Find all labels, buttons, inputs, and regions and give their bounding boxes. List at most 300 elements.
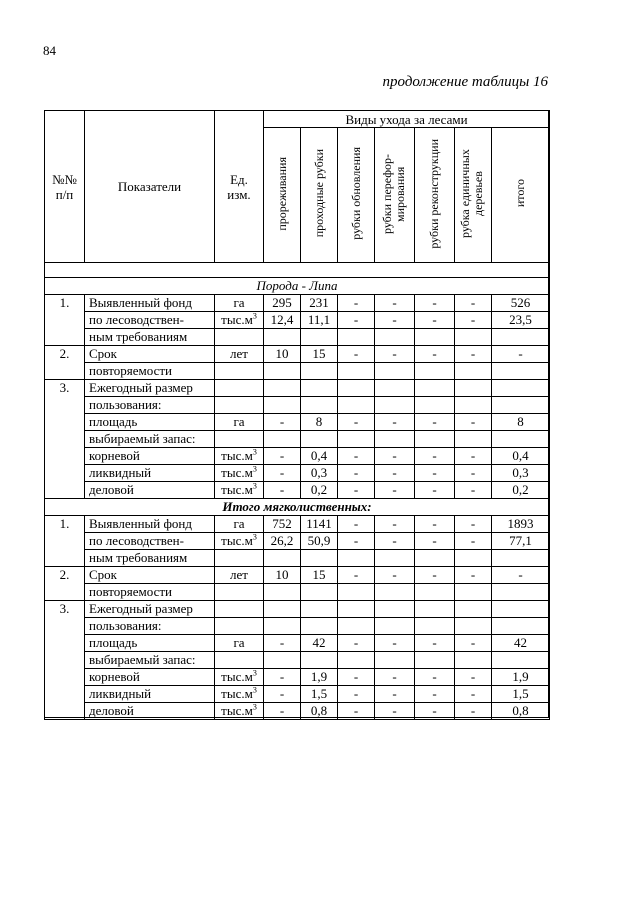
- table-row: [45, 448, 550, 465]
- unit-text: лет: [230, 567, 248, 582]
- value-cell: [455, 431, 492, 448]
- value-cell: [264, 431, 301, 448]
- value-cell: 1,9: [492, 669, 550, 686]
- value-cell: [415, 601, 455, 618]
- value-cell: [492, 550, 550, 567]
- value-cell: -: [415, 669, 455, 686]
- row-unit: [215, 567, 264, 584]
- value-cell: 0,3: [301, 465, 338, 482]
- value-cell: [301, 380, 338, 397]
- row-label: площадь: [85, 414, 215, 431]
- value-cell: [492, 431, 550, 448]
- value-cell: [338, 431, 375, 448]
- row-unit: [215, 295, 264, 312]
- unit-superscript: 3: [252, 668, 257, 678]
- value-cell: [492, 329, 550, 346]
- value-cell: [415, 363, 455, 380]
- row-number: 3.: [45, 380, 85, 397]
- value-cell: 77,1: [492, 533, 550, 550]
- row-label: корневой: [85, 669, 215, 686]
- row-label: Срок: [85, 567, 215, 584]
- value-cell: -: [455, 482, 492, 499]
- row-label: пользования:: [85, 397, 215, 414]
- value-cell: 231: [301, 295, 338, 312]
- row-unit: [215, 635, 264, 652]
- row-unit: [215, 669, 264, 686]
- unit-text: тыс.м: [221, 448, 253, 463]
- table-row: [45, 414, 550, 431]
- header-row-group: [45, 111, 550, 128]
- value-cell: [338, 618, 375, 635]
- value-cell: -: [415, 448, 455, 465]
- table-row: [45, 584, 550, 601]
- row-label: Ежегодный размер: [85, 380, 215, 397]
- value-cell: 10: [264, 567, 301, 584]
- row-number: [45, 635, 85, 652]
- value-cell: -: [415, 312, 455, 329]
- table-row: [45, 380, 550, 397]
- value-cell: [264, 550, 301, 567]
- unit-superscript: 3: [252, 685, 257, 695]
- row-number: [45, 652, 85, 669]
- value-cell: [455, 652, 492, 669]
- row-unit: [215, 363, 264, 380]
- value-cell: -: [264, 635, 301, 652]
- table-row: [45, 686, 550, 703]
- value-cell: -: [455, 448, 492, 465]
- value-cell: -: [455, 295, 492, 312]
- unit-superscript: 3: [252, 464, 257, 474]
- row-number: [45, 482, 85, 499]
- table-row: [45, 618, 550, 635]
- value-cell: [415, 584, 455, 601]
- value-cell: [455, 618, 492, 635]
- unit-text: тыс.м: [221, 703, 253, 718]
- value-cell: -: [264, 669, 301, 686]
- value-cell: -: [455, 312, 492, 329]
- value-cell: 1,5: [301, 686, 338, 703]
- row-unit: [215, 703, 264, 720]
- value-cell: -: [338, 312, 375, 329]
- value-cell: [338, 380, 375, 397]
- value-cell: -: [375, 312, 415, 329]
- value-cell: -: [415, 516, 455, 533]
- value-cell: -: [338, 686, 375, 703]
- row-number: [45, 414, 85, 431]
- header-col: прореживания: [264, 128, 301, 263]
- row-number: [45, 669, 85, 686]
- row-label: Выявленный фонд: [85, 295, 215, 312]
- unit-text: лет: [230, 346, 248, 361]
- row-number: [45, 686, 85, 703]
- row-unit: [215, 516, 264, 533]
- value-cell: -: [375, 465, 415, 482]
- value-cell: -: [375, 567, 415, 584]
- row-unit: [215, 465, 264, 482]
- row-label: по лесоводствен-: [85, 533, 215, 550]
- value-cell: -: [264, 482, 301, 499]
- value-cell: [338, 397, 375, 414]
- row-number: 2.: [45, 346, 85, 363]
- value-cell: 10: [264, 346, 301, 363]
- value-cell: -: [375, 635, 415, 652]
- table-row: [45, 482, 550, 499]
- row-label: ным требованиям: [85, 329, 215, 346]
- value-cell: [264, 618, 301, 635]
- value-cell: 23,5: [492, 312, 550, 329]
- header-col: рубки обновления: [338, 128, 375, 263]
- row-unit: [215, 312, 264, 329]
- table-row: [45, 550, 550, 567]
- row-unit: [215, 550, 264, 567]
- value-cell: [415, 550, 455, 567]
- value-cell: [492, 380, 550, 397]
- value-cell: [415, 397, 455, 414]
- value-cell: -: [375, 669, 415, 686]
- row-number: [45, 584, 85, 601]
- value-cell: 1141: [301, 516, 338, 533]
- row-unit: [215, 482, 264, 499]
- row-number: [45, 397, 85, 414]
- section-title: Порода - Липа: [45, 278, 550, 295]
- value-cell: -: [455, 635, 492, 652]
- value-cell: -: [264, 414, 301, 431]
- value-cell: [415, 431, 455, 448]
- value-cell: [375, 652, 415, 669]
- header-group: Виды ухода за лесами: [264, 111, 550, 128]
- value-cell: 0,2: [301, 482, 338, 499]
- value-cell: [375, 329, 415, 346]
- value-cell: 15: [301, 567, 338, 584]
- value-cell: [264, 652, 301, 669]
- row-number: [45, 465, 85, 482]
- value-cell: [264, 329, 301, 346]
- row-number: [45, 329, 85, 346]
- unit-text: га: [233, 516, 245, 531]
- value-cell: -: [338, 465, 375, 482]
- value-cell: 11,1: [301, 312, 338, 329]
- value-cell: -: [455, 465, 492, 482]
- row-label: Выявленный фонд: [85, 516, 215, 533]
- row-number: [45, 550, 85, 567]
- header-col: рубки перефор-мирования: [375, 128, 415, 263]
- value-cell: 15: [301, 346, 338, 363]
- row-unit: [215, 533, 264, 550]
- section-title-row: [45, 499, 550, 516]
- value-cell: -: [375, 533, 415, 550]
- row-unit: [215, 618, 264, 635]
- value-cell: [301, 363, 338, 380]
- value-cell: -: [415, 482, 455, 499]
- table-caption: продолжение таблицы 16: [382, 74, 548, 90]
- row-unit: [215, 397, 264, 414]
- value-cell: -: [415, 533, 455, 550]
- value-cell: [264, 584, 301, 601]
- table-row: [45, 652, 550, 669]
- value-cell: [338, 329, 375, 346]
- value-cell: -: [338, 669, 375, 686]
- value-cell: -: [338, 567, 375, 584]
- unit-superscript: 3: [252, 481, 257, 491]
- value-cell: -: [415, 295, 455, 312]
- row-unit: [215, 686, 264, 703]
- value-cell: [375, 431, 415, 448]
- value-cell: -: [338, 482, 375, 499]
- value-cell: [492, 397, 550, 414]
- unit-text: тыс.м: [221, 669, 253, 684]
- value-cell: [375, 363, 415, 380]
- value-cell: [455, 380, 492, 397]
- value-cell: [415, 618, 455, 635]
- unit-text: га: [233, 414, 245, 429]
- value-cell: [492, 601, 550, 618]
- value-cell: [375, 380, 415, 397]
- row-unit: [215, 329, 264, 346]
- header-col: проходные рубки: [301, 128, 338, 263]
- value-cell: [264, 601, 301, 618]
- value-cell: -: [455, 567, 492, 584]
- unit-text: тыс.м: [221, 533, 253, 548]
- value-cell: [415, 329, 455, 346]
- header-num: №№ п/п: [45, 111, 85, 263]
- data-table: [44, 110, 550, 720]
- unit-text: га: [233, 635, 245, 650]
- row-unit: [215, 601, 264, 618]
- value-cell: [375, 584, 415, 601]
- value-cell: [301, 397, 338, 414]
- row-label: повторяемости: [85, 363, 215, 380]
- row-label: ликвидный: [85, 465, 215, 482]
- row-label: Срок: [85, 346, 215, 363]
- value-cell: -: [415, 414, 455, 431]
- row-number: [45, 703, 85, 720]
- value-cell: [455, 601, 492, 618]
- value-cell: [415, 380, 455, 397]
- row-unit: [215, 584, 264, 601]
- value-cell: 0,8: [301, 703, 338, 720]
- value-cell: [264, 380, 301, 397]
- table-row: [45, 363, 550, 380]
- row-unit: [215, 346, 264, 363]
- value-cell: [338, 363, 375, 380]
- value-cell: [301, 601, 338, 618]
- value-cell: -: [455, 703, 492, 720]
- row-label: ным требованиям: [85, 550, 215, 567]
- row-number: [45, 431, 85, 448]
- value-cell: [492, 652, 550, 669]
- value-cell: -: [264, 686, 301, 703]
- value-cell: -: [415, 567, 455, 584]
- row-label: выбираемый запас:: [85, 652, 215, 669]
- value-cell: 0,4: [301, 448, 338, 465]
- value-cell: [264, 363, 301, 380]
- value-cell: [301, 431, 338, 448]
- value-cell: 0,8: [492, 703, 550, 720]
- row-number: 3.: [45, 601, 85, 618]
- row-unit: [215, 448, 264, 465]
- value-cell: 8: [492, 414, 550, 431]
- value-cell: 42: [301, 635, 338, 652]
- row-number: [45, 618, 85, 635]
- value-cell: -: [455, 346, 492, 363]
- header-unit: Ед. изм.: [215, 111, 264, 263]
- value-cell: [375, 397, 415, 414]
- value-cell: [455, 397, 492, 414]
- row-label: пользования:: [85, 618, 215, 635]
- value-cell: [492, 618, 550, 635]
- value-cell: 50,9: [301, 533, 338, 550]
- value-cell: [455, 550, 492, 567]
- unit-text: тыс.м: [221, 465, 253, 480]
- value-cell: -: [415, 635, 455, 652]
- unit-text: тыс.м: [221, 482, 253, 497]
- value-cell: -: [338, 533, 375, 550]
- value-cell: -: [455, 414, 492, 431]
- value-cell: 26,2: [264, 533, 301, 550]
- value-cell: -: [264, 465, 301, 482]
- value-cell: 295: [264, 295, 301, 312]
- value-cell: [415, 652, 455, 669]
- value-cell: -: [455, 686, 492, 703]
- value-cell: [375, 618, 415, 635]
- row-unit: [215, 431, 264, 448]
- value-cell: -: [375, 414, 415, 431]
- value-cell: 1893: [492, 516, 550, 533]
- value-cell: -: [415, 703, 455, 720]
- value-cell: 0,2: [492, 482, 550, 499]
- value-cell: -: [455, 533, 492, 550]
- row-label: ликвидный: [85, 686, 215, 703]
- unit-superscript: 3: [252, 447, 257, 457]
- value-cell: -: [338, 448, 375, 465]
- row-unit: [215, 380, 264, 397]
- row-number: 2.: [45, 567, 85, 584]
- unit-text: тыс.м: [221, 312, 253, 327]
- header-indicator: Показатели: [85, 111, 215, 263]
- value-cell: -: [264, 448, 301, 465]
- value-cell: [455, 329, 492, 346]
- value-cell: 0,4: [492, 448, 550, 465]
- row-label: по лесоводствен-: [85, 312, 215, 329]
- value-cell: 526: [492, 295, 550, 312]
- value-cell: -: [375, 448, 415, 465]
- value-cell: [492, 584, 550, 601]
- table-row: [45, 601, 550, 618]
- value-cell: -: [375, 686, 415, 703]
- header-col: рубка единичных деревьев: [455, 128, 492, 263]
- value-cell: -: [375, 482, 415, 499]
- row-unit: [215, 414, 264, 431]
- value-cell: -: [375, 295, 415, 312]
- value-cell: [301, 329, 338, 346]
- value-cell: -: [338, 414, 375, 431]
- value-cell: [455, 584, 492, 601]
- value-cell: -: [415, 346, 455, 363]
- value-cell: [375, 550, 415, 567]
- value-cell: [264, 397, 301, 414]
- row-label: деловой: [85, 482, 215, 499]
- value-cell: -: [415, 686, 455, 703]
- value-cell: -: [338, 516, 375, 533]
- table-row: [45, 635, 550, 652]
- table-row: [45, 329, 550, 346]
- value-cell: [338, 652, 375, 669]
- value-cell: [301, 652, 338, 669]
- value-cell: 1,5: [492, 686, 550, 703]
- table-row: [45, 312, 550, 329]
- section-title: Итого мягколиственных:: [45, 499, 550, 516]
- row-number: [45, 533, 85, 550]
- table-row: [45, 295, 550, 312]
- value-cell: -: [338, 635, 375, 652]
- row-label: площадь: [85, 635, 215, 652]
- table-row: [45, 516, 550, 533]
- value-cell: -: [415, 465, 455, 482]
- value-cell: 42: [492, 635, 550, 652]
- table-row: [45, 346, 550, 363]
- value-cell: [301, 618, 338, 635]
- value-cell: 12,4: [264, 312, 301, 329]
- value-cell: [301, 584, 338, 601]
- row-label: повторяемости: [85, 584, 215, 601]
- table-row: [45, 465, 550, 482]
- row-label: выбираемый запас:: [85, 431, 215, 448]
- header-col: итого: [492, 128, 550, 263]
- value-cell: [338, 550, 375, 567]
- unit-superscript: 3: [252, 311, 257, 321]
- value-cell: -: [338, 295, 375, 312]
- unit-superscript: 3: [252, 532, 257, 542]
- value-cell: [455, 363, 492, 380]
- table-row: [45, 703, 550, 720]
- row-number: 1.: [45, 295, 85, 312]
- table-row: [45, 397, 550, 414]
- table-row: [45, 533, 550, 550]
- value-cell: -: [338, 346, 375, 363]
- value-cell: 752: [264, 516, 301, 533]
- value-cell: -: [492, 346, 550, 363]
- value-cell: [338, 601, 375, 618]
- value-cell: -: [338, 703, 375, 720]
- value-cell: [338, 584, 375, 601]
- row-number: [45, 448, 85, 465]
- value-cell: 1,9: [301, 669, 338, 686]
- value-cell: -: [375, 346, 415, 363]
- value-cell: -: [375, 703, 415, 720]
- value-cell: -: [264, 703, 301, 720]
- table-row: [45, 567, 550, 584]
- unit-superscript: 3: [252, 702, 257, 712]
- row-label: корневой: [85, 448, 215, 465]
- unit-text: тыс.м: [221, 686, 253, 701]
- value-cell: [375, 601, 415, 618]
- table-row: [45, 431, 550, 448]
- row-label: деловой: [85, 703, 215, 720]
- section-title-row: [45, 278, 550, 295]
- value-cell: -: [455, 669, 492, 686]
- spacer-row: [45, 263, 550, 278]
- table-row: [45, 669, 550, 686]
- value-cell: 8: [301, 414, 338, 431]
- row-number: [45, 363, 85, 380]
- value-cell: [492, 363, 550, 380]
- value-cell: -: [375, 516, 415, 533]
- value-cell: [301, 550, 338, 567]
- row-number: [45, 312, 85, 329]
- value-cell: -: [492, 567, 550, 584]
- header-col: рубки реконструкции: [415, 128, 455, 263]
- page-number: 84: [43, 43, 56, 58]
